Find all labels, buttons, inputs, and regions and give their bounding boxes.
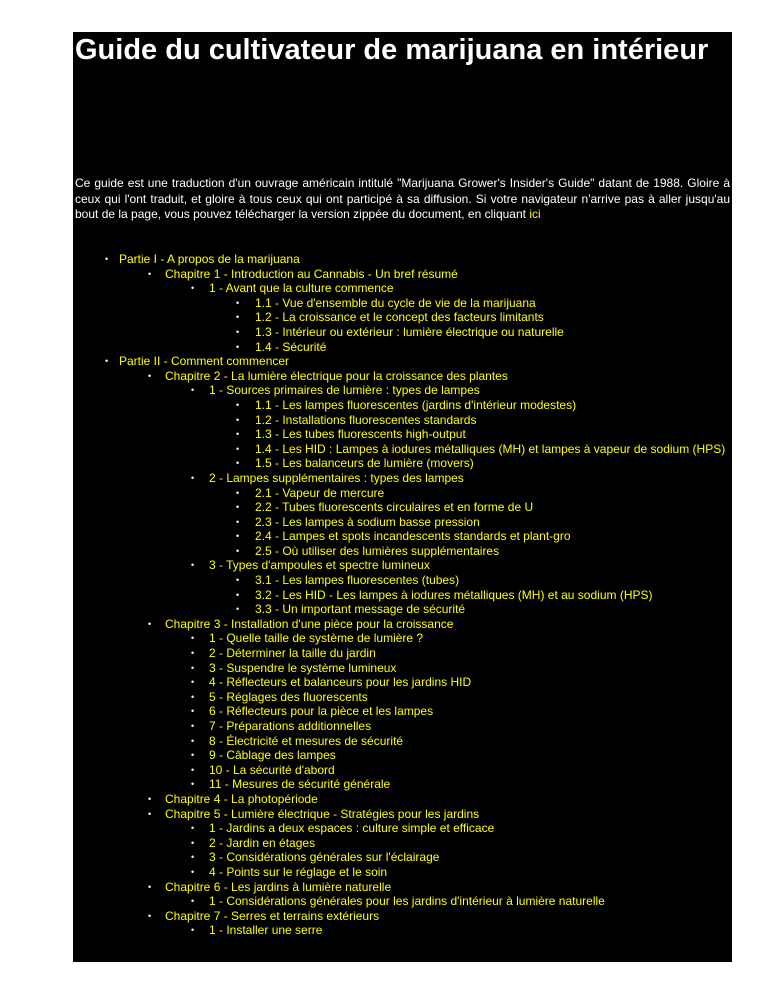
toc-item[interactable] [73, 821, 732, 836]
toc-link[interactable]: 4 - Points sur le réglage et le soin [209, 864, 388, 879]
toc-link[interactable]: 10 - La sécurité d'abord [209, 762, 335, 777]
toc-item[interactable] [73, 836, 732, 851]
toc-item[interactable] [73, 296, 732, 311]
toc-item[interactable] [73, 923, 732, 938]
toc-item[interactable] [73, 807, 732, 822]
toc-link[interactable]: 3 - Types d'ampoules et spectre lumineux [209, 558, 430, 573]
document-page [73, 32, 732, 962]
bullet-icon: • [236, 545, 240, 556]
toc-link[interactable]: Chapitre 4 - La photopériode [165, 791, 318, 806]
bullet-icon: • [236, 575, 240, 586]
toc-item[interactable] [73, 734, 732, 749]
toc-item[interactable] [73, 880, 732, 895]
toc-link[interactable]: 3.2 - Les HID - Les lampes à iodures métalliques (MH) et au sodium (HPS) [255, 587, 653, 602]
bullet-icon: • [148, 268, 152, 279]
toc-item[interactable] [73, 777, 732, 792]
bullet-icon: • [191, 472, 195, 483]
toc-link[interactable]: 1 - Jardins a deux espaces : culture simple et efficace [209, 821, 495, 836]
toc-item[interactable] [73, 325, 732, 340]
bullet-icon: • [191, 691, 195, 702]
bullet-icon: • [191, 735, 195, 746]
toc-link[interactable]: Partie I - A propos de la marijuana [119, 252, 300, 266]
toc-item[interactable] [73, 748, 732, 763]
bullet-icon: • [148, 881, 152, 892]
toc-item[interactable] [73, 573, 732, 588]
toc-item[interactable] [73, 354, 732, 369]
bullet-icon: • [236, 487, 240, 498]
toc-item[interactable] [73, 369, 732, 384]
toc-link[interactable]: 2.4 - Lampes et spots incandescents standards et plant-gro [255, 529, 571, 544]
toc-item[interactable] [73, 558, 732, 573]
bullet-icon: • [191, 677, 195, 688]
toc-link[interactable]: 2.3 - Les lampes à sodium basse pression [255, 514, 480, 529]
toc-link[interactable]: 5 - Réglages des fluorescents [209, 689, 368, 704]
toc-link[interactable]: 1.4 - Sécurité [255, 339, 327, 354]
toc-item[interactable] [73, 252, 732, 267]
download-link[interactable]: ici [529, 207, 541, 221]
toc-item[interactable] [73, 267, 732, 282]
bullet-icon: • [148, 618, 152, 629]
toc-link[interactable]: Chapitre 2 - La lumière électrique pour la croissance des plantes [165, 368, 508, 383]
bullet-icon: • [191, 925, 195, 936]
toc-item[interactable] [73, 617, 732, 632]
toc-link[interactable]: 11 - Mesures de sécurité générale [209, 777, 391, 792]
toc-item[interactable] [73, 456, 732, 471]
bullet-icon: • [191, 750, 195, 761]
toc-item[interactable] [73, 471, 732, 486]
toc-link[interactable]: 1 - Avant que la culture commence [209, 281, 394, 296]
toc-link[interactable]: Chapitre 3 - Installation d'une pièce pour la croissance [165, 616, 454, 631]
toc-item[interactable] [73, 427, 732, 442]
toc-link[interactable]: Chapitre 5 - Lumière électrique - Stratégies pour les jardins [165, 806, 480, 821]
toc-item[interactable] [73, 500, 732, 515]
toc-link[interactable]: 2.5 - Où utiliser des lumières supplémentaires [255, 543, 500, 558]
bullet-icon: • [236, 502, 240, 513]
intro-text: Ce guide est une traduction d'un ouvrage américain intitulé "Marijuana Grower's Insider's Guide" datant de 1988. Gloire à ceux qui l'ont traduit, et gloire à tous ceux qui ont participé à sa diffusion. Si votre navigateur n'arrive pas à aller jusqu'au bout de la page, vous pouvez télécharger la version zippée du document, en cliquant [75, 176, 730, 221]
toc-item[interactable] [73, 704, 732, 719]
toc-item[interactable] [73, 763, 732, 778]
toc-item[interactable] [73, 340, 732, 355]
toc-link[interactable]: Chapitre 1 - Introduction au Cannabis - Un bref résumé [165, 266, 458, 281]
toc-link[interactable]: Partie II - Comment commencer [119, 354, 290, 369]
toc-item[interactable] [73, 442, 732, 457]
toc-link[interactable]: 3 - Considérations générales sur l'éclairage [209, 850, 440, 865]
toc-item[interactable] [73, 398, 732, 413]
toc-item[interactable] [73, 383, 732, 398]
toc-item[interactable] [73, 529, 732, 544]
bullet-icon: • [191, 283, 195, 294]
toc-link[interactable]: 1.3 - Les tubes fluorescents high-output [255, 427, 466, 442]
toc-link[interactable]: 3.1 - Les lampes fluorescentes (tubes) [255, 573, 460, 588]
toc-link[interactable]: 1 - Installer une serre [209, 923, 323, 938]
toc-list [73, 252, 732, 938]
toc-link[interactable]: 2.2 - Tubes fluorescents circulaires et en forme de U [255, 500, 534, 515]
bullet-icon: • [191, 837, 195, 848]
toc-item[interactable] [73, 486, 732, 501]
page-title: Guide du cultivateur de marijuana en intérieur [75, 34, 709, 66]
bullet-icon: • [236, 604, 240, 615]
toc-link[interactable]: Chapitre 7 - Serres et terrains extérieurs [165, 908, 380, 923]
toc-item[interactable] [73, 602, 732, 617]
bullet-icon: • [191, 633, 195, 644]
bullet-icon: • [236, 341, 240, 352]
toc-link[interactable]: 1.2 - Installations fluorescentes standards [255, 412, 477, 427]
bullet-icon: • [236, 399, 240, 410]
bullet-icon: • [236, 443, 240, 454]
toc-item[interactable] [73, 690, 732, 705]
toc-link[interactable]: 1.5 - Les balanceurs de lumière (movers) [255, 456, 474, 471]
bullet-icon: • [191, 764, 195, 775]
toc-item[interactable] [73, 894, 732, 909]
bullet-icon: • [236, 516, 240, 527]
toc-link[interactable]: Chapitre 6 - Les jardins à lumière naturelle [165, 879, 392, 894]
toc-link[interactable]: 6 - Réflecteurs pour la pièce et les lampes [209, 704, 434, 719]
bullet-icon: • [191, 721, 195, 731]
toc-link[interactable]: 2 - Jardin en étages [209, 835, 316, 850]
bullet-icon: • [148, 808, 152, 819]
bullet-icon: • [236, 589, 240, 600]
toc-item[interactable] [73, 310, 732, 325]
bullet-icon: • [191, 852, 195, 863]
toc-link[interactable]: 2 - Déterminer la taille du jardin [209, 646, 376, 661]
bullet-icon: • [148, 910, 152, 921]
toc-link[interactable]: 2.1 - Vapeur de mercure [255, 485, 385, 500]
bullet-icon: • [191, 779, 195, 790]
toc-item[interactable] [73, 792, 732, 807]
toc-link[interactable]: 3 - Suspendre le système lumineux [209, 660, 397, 675]
toc-item[interactable] [73, 281, 732, 296]
toc-item[interactable] [73, 631, 732, 646]
table-of-contents [73, 252, 732, 938]
toc-link[interactable]: 1 - Considérations générales pour les jardins d'intérieur à lumière naturelle [209, 894, 605, 909]
bullet-icon: • [236, 531, 240, 542]
toc-link[interactable]: 1.1 - Vue d'ensemble du cycle de vie de la marijuana [255, 295, 536, 310]
bullet-icon: • [236, 312, 240, 323]
bullet-icon: • [105, 254, 109, 264]
toc-link[interactable]: 3.3 - Un important message de sécurité [255, 602, 466, 617]
toc-link[interactable]: 1.1 - Les lampes fluorescentes (jardins d'intérieur modestes) [255, 397, 577, 412]
intro-paragraph [75, 176, 730, 223]
toc-item[interactable] [73, 544, 732, 559]
bullet-icon: • [236, 297, 240, 308]
toc-link[interactable]: 1.2 - La croissance et le concept des facteurs limitants [255, 310, 544, 325]
bullet-icon: • [191, 662, 195, 673]
toc-item[interactable] [73, 850, 732, 865]
bullet-icon: • [191, 648, 195, 659]
bullet-icon: • [191, 560, 195, 571]
bullet-icon: • [236, 429, 240, 440]
bullet-icon: • [191, 385, 195, 396]
toc-item[interactable] [73, 661, 732, 676]
toc-item[interactable] [73, 413, 732, 428]
bullet-icon: • [191, 896, 195, 907]
toc-item[interactable] [73, 719, 732, 734]
bullet-icon: • [236, 326, 240, 337]
toc-item[interactable] [73, 515, 732, 530]
bullet-icon: • [236, 458, 240, 469]
toc-link[interactable]: 1 - Quelle taille de système de lumière ? [209, 631, 424, 646]
bullet-icon: • [236, 414, 240, 425]
toc-link[interactable]: 4 - Réflecteurs et balanceurs pour les jardins HID [209, 675, 472, 690]
toc-item[interactable] [73, 865, 732, 880]
toc-item[interactable] [73, 646, 732, 661]
toc-item[interactable] [73, 909, 732, 924]
bullet-icon: • [191, 823, 195, 834]
bullet-icon: • [148, 370, 152, 381]
toc-link[interactable]: 1.3 - Intérieur ou extérieur : lumière électrique ou naturelle [255, 324, 564, 339]
bullet-icon: • [191, 866, 195, 877]
bullet-icon: • [191, 706, 195, 717]
toc-link[interactable]: 1.4 - Les HID : Lampes à iodures métalliques (MH) et lampes à vapeur de sodium (HPS) [255, 441, 726, 456]
toc-link[interactable]: 9 - Câblage des lampes [209, 748, 336, 763]
toc-item[interactable] [73, 588, 732, 603]
toc-link[interactable]: 2 - Lampes supplémentaires : types des lampes [209, 470, 464, 485]
bullet-icon: • [148, 793, 152, 804]
toc-item[interactable] [73, 675, 732, 690]
toc-link[interactable]: 1 - Sources primaires de lumière : types de lampes [209, 383, 480, 398]
toc-link[interactable]: 8 - Électricité et mesures de sécurité [209, 733, 404, 748]
toc-link[interactable]: 7 - Préparations additionnelles [209, 719, 372, 733]
bullet-icon: • [105, 356, 109, 367]
